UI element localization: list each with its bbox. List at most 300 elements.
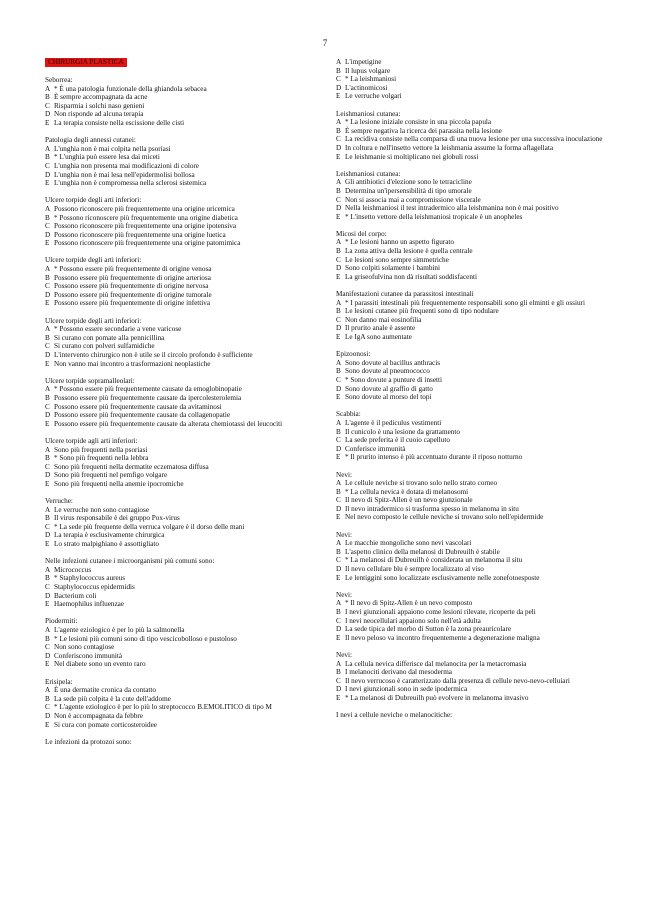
option-text: La zona attiva della lesione è quella centrale: [345, 247, 473, 256]
option-text: * Sono dovute a punture di insetti: [345, 375, 443, 384]
answer-option: [336, 488, 626, 497]
option-letter: D: [336, 83, 342, 92]
option-letter: D: [336, 143, 342, 152]
option-text: L'intervento chirurgico non è utile se il circolo profondo è sufficiente: [54, 351, 253, 359]
question-block: [336, 110, 626, 162]
option-text: L'agente eziologico è per lo più la salmonella: [54, 626, 185, 634]
option-letter: D: [45, 591, 51, 600]
answer-option: [45, 119, 320, 128]
answer-option: [336, 273, 626, 282]
answer-option: [336, 144, 626, 153]
option-letter: D: [45, 230, 51, 239]
question-block: [45, 557, 320, 609]
option-letter: D: [336, 444, 342, 453]
left-column: [45, 58, 320, 746]
answer-option: [336, 213, 626, 222]
option-text: Le cellule neviche si trovano solo nello strato corneo: [345, 479, 498, 488]
option-text: Le verruche volgari: [345, 92, 402, 101]
option-text: Possono essere più frequentemente causate da avitaminosi: [54, 402, 222, 411]
option-text: I nevi giunzionali sono in sede ipodermica: [345, 685, 468, 694]
option-text: Le IgA sono aumentate: [345, 333, 412, 341]
answer-option: [45, 110, 320, 119]
option-letter: C: [336, 315, 341, 324]
option-text: Gli antibiotici d'elezione sono le tetracicline: [345, 178, 472, 187]
answer-option: [45, 299, 320, 308]
option-text: È sempre accompagnata da acne: [54, 93, 148, 102]
answer-option: [45, 385, 320, 394]
option-text: Possono riconoscere più frequentemente una origine uricemica: [54, 204, 235, 213]
option-letter: D: [45, 411, 51, 420]
option-letter: E: [336, 152, 341, 161]
option-text: La sede preferita è il cuoio capelluto: [345, 436, 450, 445]
option-letter: A: [45, 84, 51, 93]
option-text: * La cellula nevica è dotata di melanosomi: [345, 487, 469, 496]
option-text: La griseofulvina non dà risultati soddisfacenti: [345, 272, 477, 281]
option-text: * Possono essere più frequentemente causate da emoglobinopatie: [54, 385, 242, 394]
answer-option: [45, 480, 320, 489]
option-text: Il nevo di Spitz-Allen è un nevo giunzionale: [345, 496, 473, 505]
answer-option: [45, 574, 320, 583]
question-block: [336, 58, 626, 101]
answer-option: [336, 660, 626, 669]
option-letter: C: [45, 342, 50, 351]
question-block: [45, 617, 320, 669]
option-letter: C: [45, 402, 50, 411]
answer-option: [336, 617, 626, 626]
question-block: [45, 196, 320, 248]
option-letter: A: [45, 686, 51, 695]
answer-option: [336, 256, 626, 265]
question-block: [336, 170, 626, 222]
answer-option: [45, 291, 320, 300]
option-text: Le lesioni sono sempre simmetriche: [345, 255, 449, 264]
option-letter: C: [336, 255, 341, 264]
option-letter: E: [45, 118, 50, 127]
answer-option: [45, 102, 320, 111]
answer-option: [336, 196, 626, 205]
option-letter: E: [336, 573, 341, 582]
left-trailing-question: Le infezioni da protozoi sono:: [45, 737, 132, 746]
option-text: Sono dovute al bacillus anthracis: [345, 358, 441, 367]
answer-option: [336, 677, 626, 686]
option-letter: E: [45, 660, 50, 669]
answer-option: [45, 394, 320, 403]
answer-option: [45, 360, 320, 369]
answer-option: [336, 393, 626, 402]
answer-option: [336, 153, 626, 162]
option-text: Non è accompagnata da febbre: [54, 711, 143, 720]
question-block: [45, 678, 320, 730]
option-text: Le lentiggini sono localizzate esclusivamente nelle zonefotoesposte: [345, 573, 540, 582]
option-text: Possono essere più frequentemente di origine tumorale: [54, 290, 212, 299]
question-title: Nelle infezioni cutanee i microorganismi più comuni sono:: [45, 557, 215, 566]
option-letter: D: [336, 565, 342, 574]
answer-option: [45, 342, 320, 351]
option-letter: D: [336, 625, 342, 634]
option-text: Sono più frequenti nella psoriasi: [54, 445, 148, 454]
option-letter: E: [45, 419, 50, 428]
option-text: Il nevo intradermico si trasforma spesso in melanoma in situ: [345, 504, 519, 513]
option-letter: B: [45, 393, 50, 402]
option-letter: B: [45, 333, 50, 342]
left-question-list: [45, 76, 320, 729]
option-letter: E: [45, 239, 50, 248]
answer-option: [336, 599, 626, 608]
right-trailing-question: I nevi a cellule neviche o melanocitiche:: [336, 711, 453, 720]
option-text: Possono riconoscere più frequentemente una origine patomimica: [54, 239, 241, 248]
option-letter: C: [45, 643, 50, 652]
answer-option: [45, 463, 320, 472]
answer-option: [45, 652, 320, 661]
option-letter: B: [336, 547, 341, 556]
option-text: Sono dovute al pneumococco: [345, 367, 430, 376]
option-letter: A: [45, 265, 51, 274]
answer-option: [45, 231, 320, 240]
answer-option: [45, 446, 320, 455]
option-letter: B: [336, 307, 341, 316]
option-letter: E: [336, 212, 341, 221]
option-text: * Le lesioni hanno un aspetto figurato: [345, 238, 454, 247]
answer-option: [45, 600, 320, 609]
option-text: * La leishmaniosi: [345, 75, 397, 84]
answer-option: [336, 58, 626, 67]
option-text: * La melanosi di Dubreuilh può evolvere in melanoma invasivo: [345, 693, 529, 702]
answer-option: [336, 548, 626, 557]
answer-option: [336, 385, 626, 394]
option-letter: B: [336, 186, 341, 195]
option-letter: B: [336, 126, 341, 135]
answer-option: [45, 282, 320, 291]
answer-option: [45, 686, 320, 695]
option-text: Nella leishmaniosi il test intradermico alla leishmanina non è mai positivo: [345, 204, 559, 213]
question-block: [45, 76, 320, 128]
option-text: La sede più colpita è la cute dell'addome: [54, 694, 171, 703]
answer-option: [45, 454, 320, 463]
option-text: Sono più frequenti nella anemie ipocromiche: [54, 479, 184, 488]
option-text: * Staphylococcus aureus: [54, 574, 126, 583]
option-letter: E: [45, 359, 50, 368]
option-text: * Il nevo di Spitz-Allen è un nevo composto: [345, 599, 473, 608]
answer-option: [336, 264, 626, 273]
question-title: Patologia degli annessi cutanei:: [45, 136, 136, 145]
option-letter: B: [336, 668, 341, 677]
option-letter: B: [336, 427, 341, 436]
option-letter: E: [45, 179, 50, 188]
answer-option: [336, 625, 626, 634]
option-text: Determina un'ipersensibilità di tipo umorale: [345, 186, 472, 195]
answer-option: [336, 187, 626, 196]
option-letter: A: [336, 599, 342, 608]
option-text: È sempre negativa la ricerca dei parassita nella lesione: [345, 126, 502, 135]
question-block: [336, 591, 626, 643]
option-letter: C: [336, 195, 341, 204]
option-letter: B: [45, 213, 50, 222]
option-text: Staphylococcus epidermidis: [54, 583, 135, 592]
answer-option: [45, 420, 320, 429]
option-letter: B: [336, 247, 341, 256]
option-letter: A: [45, 626, 51, 634]
option-text: Non sono contagiose: [54, 643, 115, 652]
question-title: Ulcere torpide agli arti inferiori:: [45, 436, 138, 445]
option-letter: A: [336, 418, 342, 427]
answer-option: [336, 428, 626, 437]
option-letter: D: [336, 504, 342, 513]
answer-option: [45, 239, 320, 248]
question-block: [336, 410, 626, 462]
question-title: Ulcere torpide sopramalleolari:: [45, 376, 135, 385]
option-text: In coltura e nell'insetto vettore la leishmania assume la forma aflagellata: [345, 143, 554, 152]
option-text: La terapia consiste nella escissione delle cisti: [54, 118, 185, 127]
answer-option: [45, 635, 320, 644]
question-title: Verruche:: [45, 497, 73, 506]
option-letter: C: [336, 556, 341, 565]
option-letter: B: [45, 273, 50, 282]
option-letter: C: [45, 583, 50, 592]
answer-option: [45, 626, 320, 635]
option-text: I nevi giunzionali appaiono come lesioni rilevate, ricoperte da peli: [345, 608, 536, 616]
answer-option: [336, 565, 626, 574]
option-letter: E: [336, 333, 341, 341]
answer-option: [45, 214, 320, 223]
question-title: Micosi del corpo:: [336, 229, 387, 238]
option-text: La recidiva consiste nella comparsa di una nuova lesione per una successiva inoculazione: [345, 135, 603, 144]
option-text: I nevi neocellulari appaiono solo nell'età adulta: [345, 616, 481, 625]
question-title: Ulcere torpide degli arti inferiori:: [45, 316, 142, 325]
option-text: I melanociti derivano dal mesoderma: [345, 668, 452, 677]
answer-option: [336, 247, 626, 256]
option-letter: A: [45, 445, 51, 454]
option-letter: A: [336, 659, 342, 668]
option-letter: B: [45, 694, 50, 703]
option-letter: D: [336, 204, 342, 213]
question-title: Ulcere torpide degli arti inferiori:: [45, 196, 142, 205]
option-letter: C: [336, 676, 341, 685]
option-letter: A: [336, 238, 342, 247]
option-text: Non si associa mai a compromissione viscerale: [345, 195, 481, 204]
option-text: Il lupus volgare: [345, 66, 391, 75]
answer-option: [45, 643, 320, 652]
answer-option: [45, 351, 320, 360]
option-letter: C: [45, 222, 50, 231]
answer-option: [45, 162, 320, 171]
option-letter: E: [45, 600, 50, 609]
option-letter: E: [336, 453, 341, 462]
question-title: Leishmaniosi cutanea:: [336, 169, 401, 178]
answer-option: [45, 85, 320, 94]
option-letter: A: [336, 298, 342, 307]
option-letter: A: [45, 505, 51, 514]
option-letter: B: [336, 66, 341, 75]
question-block: [336, 350, 626, 402]
answer-option: [45, 514, 320, 523]
option-letter: D: [45, 471, 51, 480]
option-letter: D: [45, 110, 51, 119]
option-letter: D: [336, 384, 342, 393]
option-text: La cellula nevica differisce dal melanocita per la metacromasia: [345, 659, 527, 668]
option-text: L'actinomicosi: [345, 83, 388, 92]
option-text: Il nevo cellulare blu è sempre localizzato al viso: [345, 565, 484, 574]
question-title: Nevi:: [336, 530, 352, 539]
option-letter: D: [45, 711, 51, 720]
option-text: Il nevo peloso va incontro frequentemente a degenerazione maligna: [345, 633, 540, 642]
option-text: Haemophilus influenzae: [54, 600, 125, 609]
answer-option: [45, 506, 320, 515]
question-block: [336, 230, 626, 282]
option-text: Non vanno mai incontro a trasformazioni neoplastiche: [54, 359, 211, 368]
option-text: * È una patologia funzionale della ghiandola sebacea: [54, 84, 207, 93]
right-question-list: [336, 58, 626, 703]
option-text: * I parassiti intestinali più frequentemente responsabili sono gli elminti e gli ossiuri: [345, 298, 585, 307]
question-title: Nevi:: [336, 470, 352, 479]
option-letter: E: [336, 513, 341, 522]
option-text: Possono riconoscere più frequentemente una origine luetica: [54, 230, 226, 239]
question-block: [336, 290, 626, 342]
option-letter: C: [45, 282, 50, 291]
answer-option: [336, 367, 626, 376]
answer-option: [336, 574, 626, 583]
option-text: * L'insetto vettore della leishmaniosi tropicale è un anopheles: [345, 212, 523, 221]
answer-option: [45, 403, 320, 412]
option-text: Le leishmanie si moltiplicano nei globuli rossi: [345, 152, 479, 161]
option-text: * Possono essere secondarie a vene varicose: [54, 325, 182, 334]
answer-option: [336, 539, 626, 548]
answer-option: [45, 660, 320, 669]
option-text: Sono dovute al graffio di gatto: [345, 384, 433, 393]
answer-option: [336, 178, 626, 187]
option-text: * La melanosi di Dubreuilh è considerata un melanoma il situ: [345, 556, 523, 565]
option-letter: B: [45, 153, 50, 162]
right-column: [336, 58, 626, 720]
option-text: * Possono essere più frequentemente di origine venosa: [54, 265, 212, 274]
answer-option: [45, 712, 320, 721]
answer-option: [45, 325, 320, 334]
option-text: Possono essere più frequentemente causate da collagenopatie: [54, 411, 231, 420]
answer-option: [45, 531, 320, 540]
answer-option: [336, 496, 626, 505]
answer-option: [45, 411, 320, 420]
answer-option: [336, 608, 626, 617]
question-block: [45, 317, 320, 369]
question-block: [45, 256, 320, 308]
answer-option: [336, 135, 626, 144]
option-letter: C: [45, 462, 50, 471]
option-letter: B: [336, 487, 341, 496]
option-letter: A: [45, 385, 51, 394]
question-title: Nevi:: [336, 650, 352, 659]
option-text: L'unghia non presenta mai modificazioni di colore: [54, 161, 199, 170]
option-letter: B: [45, 93, 50, 102]
option-letter: C: [336, 375, 341, 384]
answer-option: [45, 523, 320, 532]
option-letter: E: [336, 693, 341, 702]
answer-option: [45, 179, 320, 188]
option-letter: B: [45, 454, 50, 463]
answer-option: [45, 583, 320, 592]
option-letter: C: [336, 135, 341, 144]
answer-option: [336, 67, 626, 76]
option-letter: D: [45, 651, 51, 660]
option-letter: A: [336, 358, 342, 367]
option-text: Non danno mai eosinofilia: [345, 315, 422, 324]
option-text: L'unghia non è compromessa nella sclerosi sistemica: [54, 179, 207, 188]
option-text: Le verruche non sono contagiose: [54, 505, 150, 514]
option-text: Le lesioni cutanee più frequenti sono di tipo nodulare: [345, 307, 499, 316]
question-title: Seborrea:: [45, 76, 73, 84]
answer-option: [45, 153, 320, 162]
answer-option: [336, 634, 626, 643]
answer-option: [336, 505, 626, 514]
answer-option: [336, 376, 626, 385]
answer-option: [336, 359, 626, 368]
option-text: Possono essere più frequentemente di origine arteriosa: [54, 273, 211, 282]
option-text: Il prurito anale è assente: [345, 324, 416, 333]
option-letter: A: [336, 178, 342, 187]
option-letter: E: [336, 92, 341, 101]
option-text: * Possono riconoscere più frequentemente una origine diabetica: [54, 213, 238, 222]
question-block: [336, 471, 626, 523]
option-text: * L'agente eziologico è per lo più lo streptococco B.EMOLITICO di tipo M: [54, 703, 272, 712]
option-letter: D: [336, 264, 342, 273]
option-text: Lo strato malpighiano è assottigliato: [54, 540, 159, 549]
answer-option: [336, 84, 626, 93]
option-letter: A: [336, 118, 342, 127]
option-text: Possono essere più frequentemente di origine infettiva: [54, 299, 211, 308]
option-text: * Sono più frequenti nella lebbra: [54, 454, 149, 463]
answer-option: [45, 695, 320, 704]
question-block: [45, 136, 320, 188]
option-text: Sono più frequenti nel pemfigo volgare: [54, 471, 168, 480]
option-letter: C: [45, 101, 50, 110]
option-text: * Le lesioni più comuni sono di tipo vescicobolloso e pustoloso: [54, 634, 237, 643]
option-letter: D: [336, 685, 342, 694]
option-letter: E: [336, 633, 341, 642]
question-title: Piodermiti:: [45, 617, 78, 626]
question-title: Leishmaniosi cutanea:: [336, 109, 401, 118]
option-letter: C: [45, 703, 50, 712]
option-text: La terapia è esclusivamente chirurgica: [54, 531, 165, 540]
page-number: 7: [322, 38, 328, 48]
option-text: Conferisce immunità: [345, 444, 406, 453]
option-letter: B: [45, 634, 50, 643]
answer-option: [336, 445, 626, 454]
option-text: L'unghia non è mai lesa nell'epidermolisi bollosa: [54, 170, 195, 179]
answer-option: [336, 694, 626, 703]
option-text: * La sede più frequente della verruca volgare è il dorso delle mani: [54, 522, 245, 531]
option-text: * Il prurito intenso è più accentuato durante il riposo notturno: [345, 453, 523, 462]
option-text: Nel diabete sono un evento raro: [54, 660, 146, 669]
option-letter: C: [45, 522, 50, 531]
option-letter: C: [336, 616, 341, 625]
answer-option: [45, 222, 320, 231]
option-letter: D: [45, 531, 51, 540]
option-text: La sede tipica del morbo di Sutton è la zona preauricolare: [345, 625, 512, 634]
option-text: Bacterium coli: [54, 591, 97, 600]
option-letter: B: [336, 608, 341, 616]
option-text: Possono riconoscere più frequentemente una origine ipotensiva: [54, 222, 237, 231]
option-letter: C: [336, 496, 341, 505]
question-block: [336, 531, 626, 583]
option-text: Possono essere più frequentemente di origine nervosa: [54, 282, 209, 291]
answer-option: [336, 238, 626, 247]
option-letter: A: [336, 479, 342, 488]
answer-option: [45, 145, 320, 154]
option-text: L'impetigine: [345, 58, 382, 66]
option-text: Sono più frequenti nella dermatite eczematosa diffusa: [54, 462, 209, 471]
answer-option: [336, 307, 626, 316]
option-letter: B: [45, 574, 50, 583]
answer-option: [45, 566, 320, 575]
option-text: Si curano con pomate alla pennicillina: [54, 333, 165, 342]
